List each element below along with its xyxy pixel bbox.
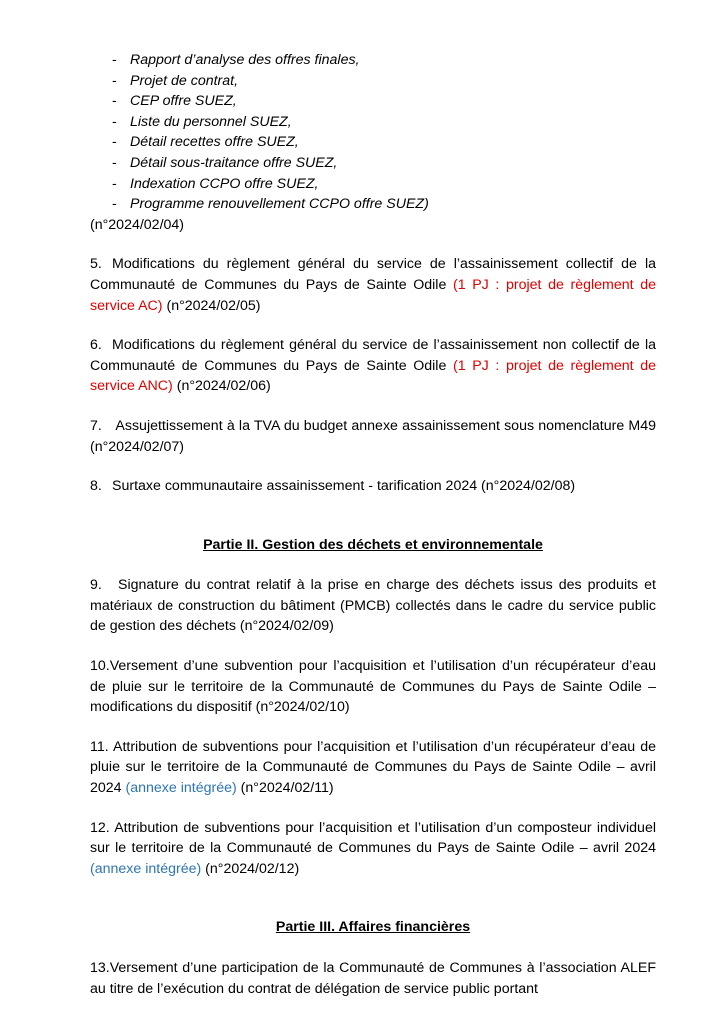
agenda-item-8: 8. Surtaxe communautaire assainissement - tarification 2024 (n°2024/02/08) [90,478,576,495]
agenda-item-9: 9. Signature du contrat relatif à la prise en charge des déchets issus des produits et matériaux de construction du bâtiment (PMCB) collectés dans le cadre du service public de gestion des déchets (n°2024/02/09) [90,577,656,635]
agenda-item-6: 6. Modifications du règlement général du service de l’assainissement non collectif de la Communauté de Communes du Pays de Sainte Odile (1 PJ : projet de règlement de service ANC) (n°2024/02/06) [90,337,656,395]
attachment-item: - Détail recettes offre SUEZ, [112,132,656,153]
attachment-item: - Programme renouvellement CCPO offre SUEZ) [112,194,656,215]
agenda-item-12: 12. Attribution de subventions pour l’acquisition et l’utilisation d’un composteur individuel sur le territoire de la Communauté de Communes du Pays de Sainte Odile – avril 2024 (annexe intégrée) (n°2024/02/12) [90,819,656,877]
attachment-item: - Rapport d’analyse des offres finales, [112,50,656,71]
attachments-reference: (n°2024/02/04) [90,216,185,233]
agenda-item-7: 7. Assujettissement à la TVA du budget annexe assainissement sous nomenclature M49 (n°2024/02/07) [90,417,656,455]
annex-note: (annexe intégrée) [125,780,237,797]
agenda-item-13: 13.Versement d’une participation de la Communauté de Communes à l’association ALEF au titre de l’exécution du contrat de délégation de service public portant [90,960,656,997]
agenda-item-10: 10.Versement d’une subvention pour l’acquisition et l’utilisation d’un récupérateur d’eau de pluie sur le territoire de la Communauté de Communes du Pays de Sainte Odile – modifications du dispositif (n°2024/02/10) [90,658,656,716]
agenda-item-11: 11. Attribution de subventions pour l’acquisition et l’utilisation d’un récupérateur d’eau de pluie sur le territoire de la Communauté de Communes du Pays de Sainte Odile – avril 2024 (annexe intégrée) (n°2024/02/11) [90,738,656,797]
annex-note: (annexe intégrée) [90,860,202,877]
section-title-partie-2: Partie II. Gestion des déchets et environnementale [203,536,543,553]
attachment-note: (1 PJ : projet de règlement de service ANC) [90,357,656,395]
attachment-item: - Détail sous-traitance offre SUEZ, [112,153,656,174]
attachment-list [90,50,656,215]
attachment-note: (1 PJ : projet de règlement de service AC) [90,276,656,314]
attachment-item: - Projet de contrat, [112,71,656,92]
attachment-item: - Indexation CCPO offre SUEZ, [112,174,656,195]
attachment-item: - CEP offre SUEZ, [112,91,656,112]
section-title-partie-3: Partie III. Affaires financières [275,919,471,936]
agenda-item-5: 5. Modifications du règlement général du service de l’assainissement collectif de la Communauté de Communes du Pays de Sainte Odile (1 PJ : projet de règlement de service AC) (n°2024/02/05) [90,256,656,314]
attachment-item: - Liste du personnel SUEZ, [112,112,656,133]
